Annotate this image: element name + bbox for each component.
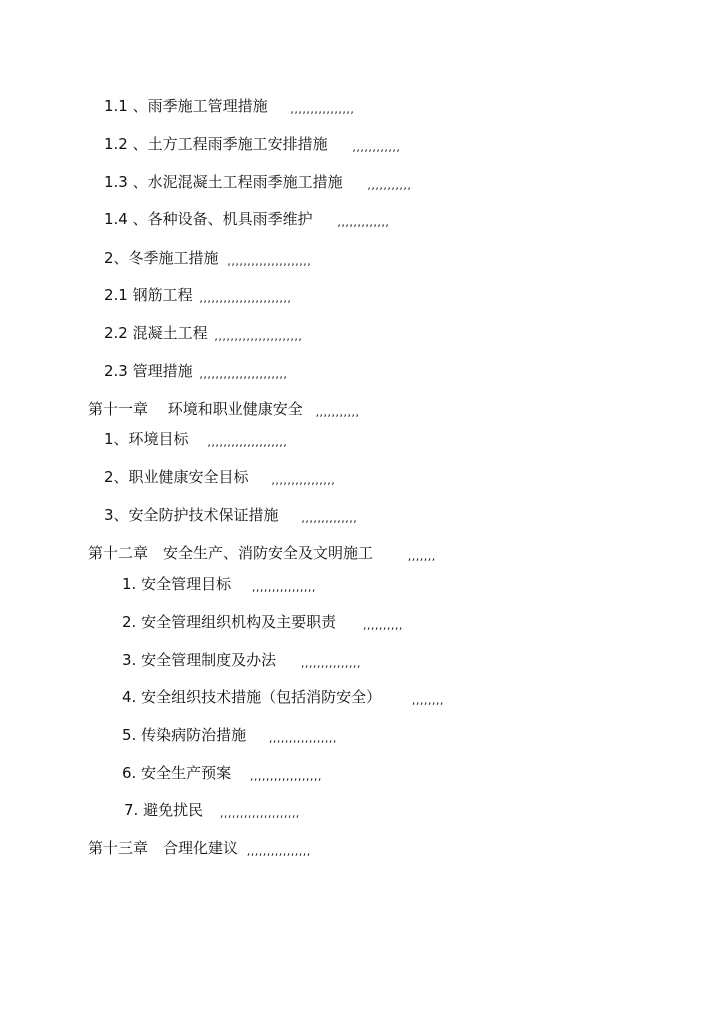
toc-entry-title: 1.3 、水泥混凝土工程雨季施工措施 <box>104 173 343 191</box>
toc-entry <box>122 650 361 672</box>
toc-leader-dots: ,,,,,,,,,,,,,,, <box>300 657 361 670</box>
toc-entry-title: 1、环境目标 <box>104 430 189 448</box>
toc-leader-dots: ,,,,,,,, <box>411 694 444 707</box>
toc-leader-dots: ,,,,,,,,,,,, <box>352 141 401 154</box>
toc-chapter-entry <box>88 399 360 421</box>
toc-leader-dots: ,,,,,,,,,,,,,,,,, <box>268 732 337 745</box>
toc-entry <box>124 800 300 822</box>
toc-leader-dots: ,,,,,,,,,, <box>362 619 403 632</box>
toc-entry <box>104 248 311 270</box>
toc-entry <box>122 612 403 634</box>
toc-entry <box>104 429 287 451</box>
toc-entry <box>104 285 291 307</box>
toc-leader-dots: ,,,,,,,,,,,,,,,,,, <box>249 770 322 783</box>
toc-leader-dots: ,,,,,,,,,,, <box>367 179 412 192</box>
toc-leader-dots: ,,,,,,,,,,,,,,,,,,,,,, <box>199 368 288 381</box>
toc-entry-title: 2、职业健康安全目标 <box>104 468 249 486</box>
toc-entry-title: 第十二章 安全生产、消防安全及文明施工 <box>88 544 374 562</box>
toc-entry <box>122 687 444 709</box>
toc-leader-dots: ,,,,,,, <box>407 550 436 563</box>
toc-leader-dots: ,,,,,,,,,,,,,,,,,,,, <box>207 436 288 449</box>
toc-entry-title: 1. 安全管理目标 <box>122 575 232 593</box>
toc-leader-dots: ,,,,,,,,,,,,,, <box>301 512 358 525</box>
toc-leader-dots: ,,,,,,,,,,,,,,,, <box>246 845 311 858</box>
toc-entry-title: 1.4 、各种设备、机具雨季维护 <box>104 210 313 228</box>
toc-entry <box>104 134 400 156</box>
toc-leader-dots: ,,,,,,,,,,,,,,,, <box>251 581 316 594</box>
toc-entry-title: 2. 安全管理组织机构及主要职责 <box>122 613 337 631</box>
toc-entry-title: 第十三章 合理化建议 <box>88 839 239 857</box>
toc-entry-title: 2.3 管理措施 <box>104 362 193 380</box>
toc-entry <box>104 505 357 527</box>
toc-leader-dots: ,,,,,,,,,,,,,,,,,,,,, <box>227 255 312 268</box>
toc-leader-dots: ,,,,,,,,,,,,,,,,,,,, <box>219 807 300 820</box>
toc-entry <box>104 361 287 383</box>
toc-entry <box>104 209 389 231</box>
toc-chapter-entry <box>88 543 436 565</box>
toc-entry <box>104 96 354 118</box>
toc-leader-dots: ,,,,,,,,,,,,,,,,,,,,,,, <box>199 292 292 305</box>
toc-entry-title: 3. 安全管理制度及办法 <box>122 651 277 669</box>
toc-entry-title: 5. 传染病防治措施 <box>122 726 247 744</box>
toc-entry <box>104 323 302 345</box>
toc-entry-title: 1.2 、土方工程雨季施工安排措施 <box>104 135 328 153</box>
toc-leader-dots: ,,,,,,,,,,,,,,,,,,,,,, <box>214 330 303 343</box>
toc-entry <box>104 172 411 194</box>
toc-entry-title: 2.2 混凝土工程 <box>104 324 208 342</box>
toc-entry-title: 3、安全防护技术保证措施 <box>104 506 279 524</box>
toc-entry-title: 2.1 钢筋工程 <box>104 286 193 304</box>
toc-entry <box>122 725 337 747</box>
toc-leader-dots: ,,,,,,,,,,,,,,,, <box>271 474 336 487</box>
toc-leader-dots: ,,,,,,,,,,, <box>315 406 360 419</box>
toc-chapter-entry <box>88 838 311 860</box>
toc-entry-title: 1.1 、雨季施工管理措施 <box>104 97 268 115</box>
toc-entry-title: 第十一章 环境和职业健康安全 <box>88 400 303 418</box>
toc-entry-title: 2、冬季施工措施 <box>104 249 219 267</box>
toc-leader-dots: ,,,,,,,,,,,,,,,, <box>290 103 355 116</box>
toc-entry <box>122 574 316 596</box>
toc-entry-title: 6. 安全生产预案 <box>122 764 232 782</box>
toc-entry <box>122 763 322 785</box>
toc-leader-dots: ,,,,,,,,,,,,, <box>337 216 390 229</box>
toc-entry-title: 4. 安全组织技术措施（包括消防安全） <box>122 688 382 706</box>
toc-entry <box>104 467 335 489</box>
toc-entry-title: 7. 避免扰民 <box>124 801 204 819</box>
